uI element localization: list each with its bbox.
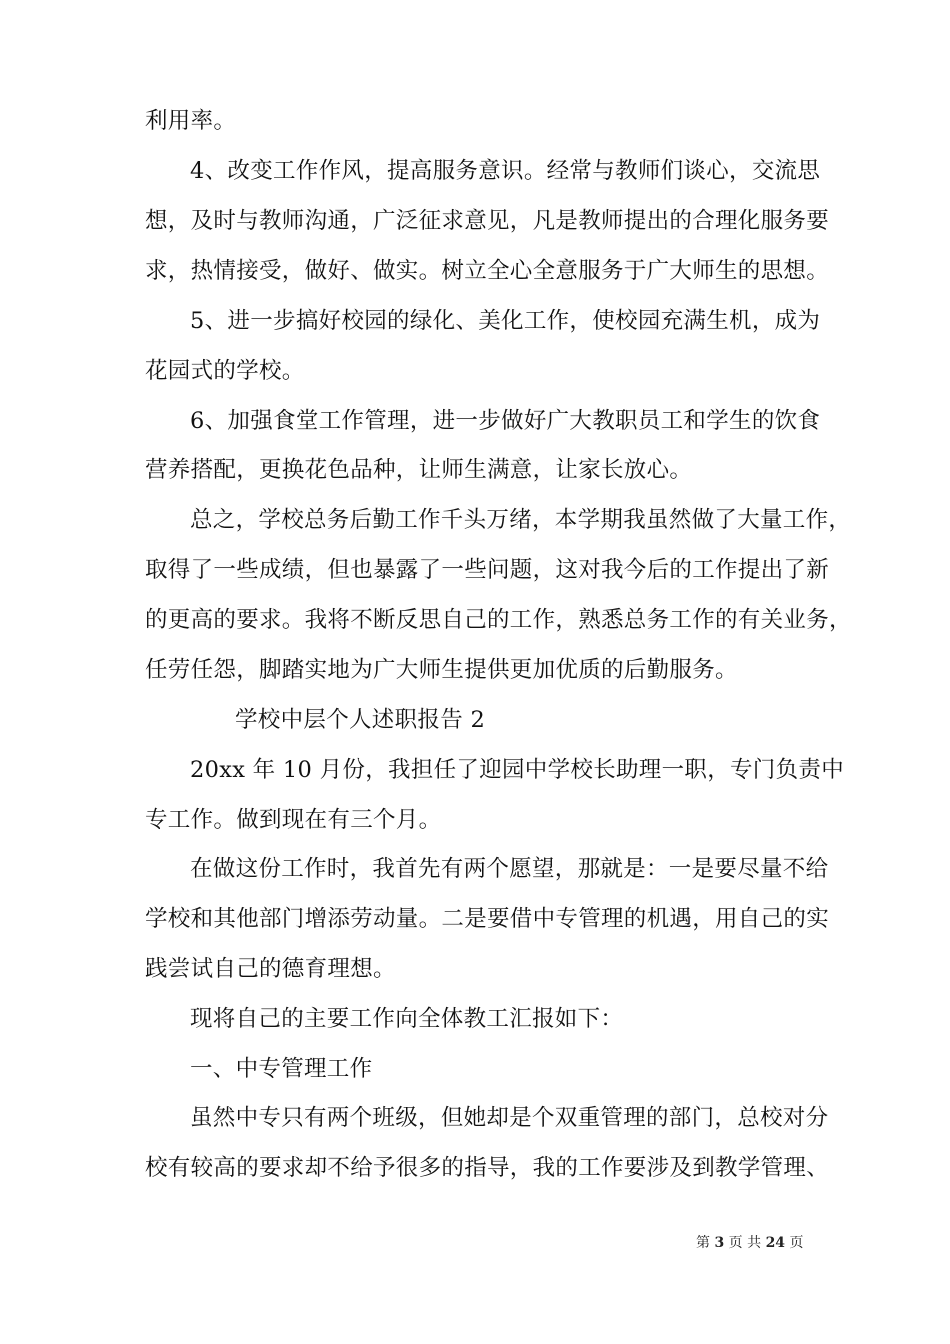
page-number-footer [696, 1234, 804, 1252]
text-line: 任劳任怨，脚踏实地为广大师生提供更加优质的后勤服务。 [145, 657, 738, 683]
total-page-number: 24 [765, 1235, 786, 1251]
text-line: 20xx 年 10 月份，我担任了迎园中学校长助理一职，专门负责中 [190, 757, 844, 783]
text-line: 营养搭配，更换花色品种，让师生满意，让家长放心。 [145, 457, 693, 483]
text-line: 践尝试自己的德育理想。 [145, 956, 396, 982]
text-line: 利用率。 [145, 108, 237, 134]
footer-suffix: 页 [789, 1235, 804, 1251]
text-line: 花园式的学校。 [145, 358, 305, 384]
text-line: 现将自己的主要工作向全体教工汇报如下： [190, 1006, 624, 1032]
current-page-number: 3 [714, 1235, 725, 1251]
footer-prefix: 第 [696, 1235, 710, 1251]
subsection-heading: 一、中专管理工作 [190, 1056, 373, 1082]
text-line: 6、加强食堂工作管理，进一步做好广大教职员工和学生的饮食 [190, 408, 821, 434]
text-line: 校有较高的要求却不给予很多的指导，我的工作要涉及到教学管理、 [145, 1155, 830, 1181]
text-line: 取得了一些成绩，但也暴露了一些问题，这对我今后的工作提出了新 [145, 557, 830, 583]
text-line: 专工作。做到现在有三个月。 [145, 807, 442, 833]
section-heading: 学校中层个人述职报告 2 [235, 707, 486, 733]
text-line: 5、进一步搞好校园的绿化、美化工作，使校园充满生机，成为 [190, 308, 821, 334]
text-line: 4、改变工作作风，提高服务意识。经常与教师们谈心，交流思 [190, 158, 821, 184]
text-line: 求，热情接受，做好、做实。树立全心全意服务于广大师生的思想。 [145, 258, 830, 284]
text-line: 学校和其他部门增添劳动量。二是要借中专管理的机遇，用自己的实 [145, 906, 830, 932]
text-line: 想，及时与教师沟通，广泛征求意见，凡是教师提出的合理化服务要 [145, 208, 830, 234]
text-line: 总之，学校总务后勤工作千头万绪，本学期我虽然做了大量工作， [190, 507, 852, 533]
text-line: 虽然中专只有两个班级，但她却是个双重管理的部门，总校对分 [190, 1105, 829, 1131]
text-line: 在做这份工作时，我首先有两个愿望，那就是：一是要尽量不给 [190, 856, 829, 882]
footer-middle: 页 共 [728, 1235, 762, 1251]
text-line: 的更高的要求。我将不断反思自己的工作，熟悉总务工作的有关业务， [145, 607, 852, 633]
